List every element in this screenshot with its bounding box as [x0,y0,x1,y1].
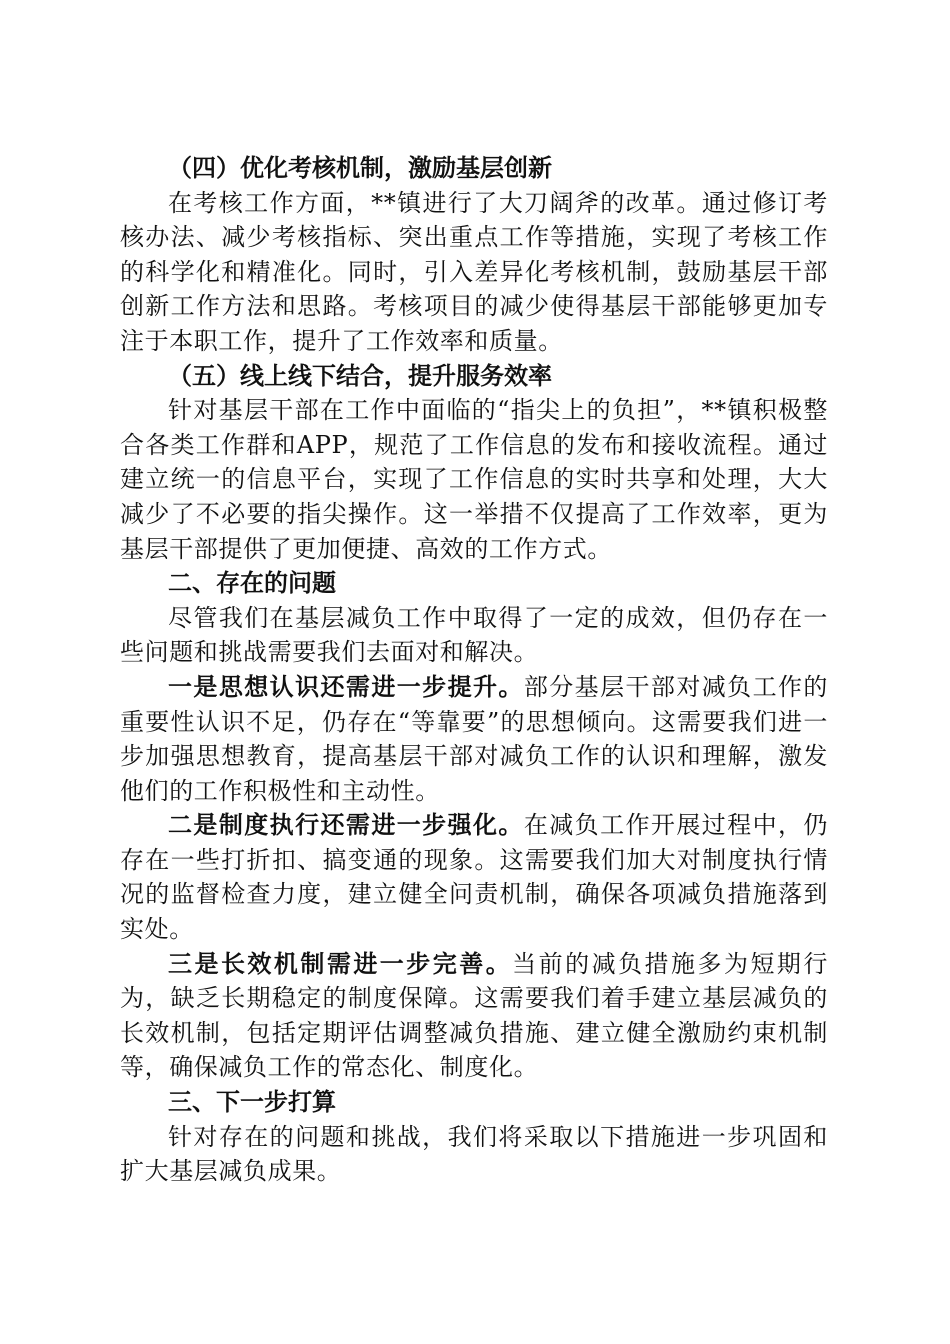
problem-paragraph [120,808,828,946]
section-heading: （五）线上线下结合，提升服务效率 [168,360,552,390]
paragraph: 在考核工作方面，**镇进行了大刀阔斧的改革。通过修订考核办法、减少考核指标、突出重点工作等措施，实现了考核工作的科学化和精准化。同时，引入差异化考核机制，鼓励基层干部创新工作方法和思路。考核项目的减少使得基层干部能够更加专注于本职工作，提升了工作效率和质量。 [120,188,828,355]
problem-text: 部分基层干部对减负工作的重要性认识不足，仍存在“等靠要”的思想倾向。这需要我们进一步加强思想教育，提高基层干部对减负工作的认识和理解，激发他们的工作积极性和主动性。 [120,672,828,805]
document-body [120,151,828,1189]
problem-text: 在减负工作开展过程中，仍存在一些打折扣、搞变通的现象。这需要我们加大对制度执行情况的监督检查力度，建立健全问责机制，确保各项减负措施落到实处。 [120,811,828,944]
paragraph: 针对基层干部在工作中面临的“指尖上的负担”，**镇积极整合各类工作群和APP，规范了工作信息的发布和接收流程。通过建立统一的信息平台，实现了工作信息的实时共享和处理，大大减少了不必要的指尖操作。这一举措不仅提高了工作效率，更为基层干部提供了更加便捷、高效的工作方式。 [120,396,828,563]
problem-text: 当前的减负措施多为短期行为，缺乏长期稳定的制度保障。这需要我们着手建立基层减负的长效机制，包括定期评估调整减负措施、建立健全激励约束机制等，确保减负工作的常态化、制度化。 [120,949,828,1082]
section-heading: （四）优化考核机制，激励基层创新 [168,153,552,182]
problem-paragraph [120,670,828,808]
problem-lead: 二是制度执行还需进一步强化。 [168,810,524,840]
paragraph: 尽管我们在基层减负工作中取得了一定的成效，但仍存在一些问题和挑战需要我们去面对和解决。 [120,603,828,667]
problem-lead: 三是长效机制需进一步完善。 [168,948,513,978]
problem-lead: 一是思想认识还需进一步提升。 [168,671,524,701]
section-heading: 三、下一步打算 [168,1087,336,1117]
paragraph: 针对存在的问题和挑战，我们将采取以下措施进一步巩固和扩大基层减负成果。 [120,1122,828,1186]
section-heading: 二、存在的问题 [168,568,336,598]
problem-paragraph [120,947,828,1085]
